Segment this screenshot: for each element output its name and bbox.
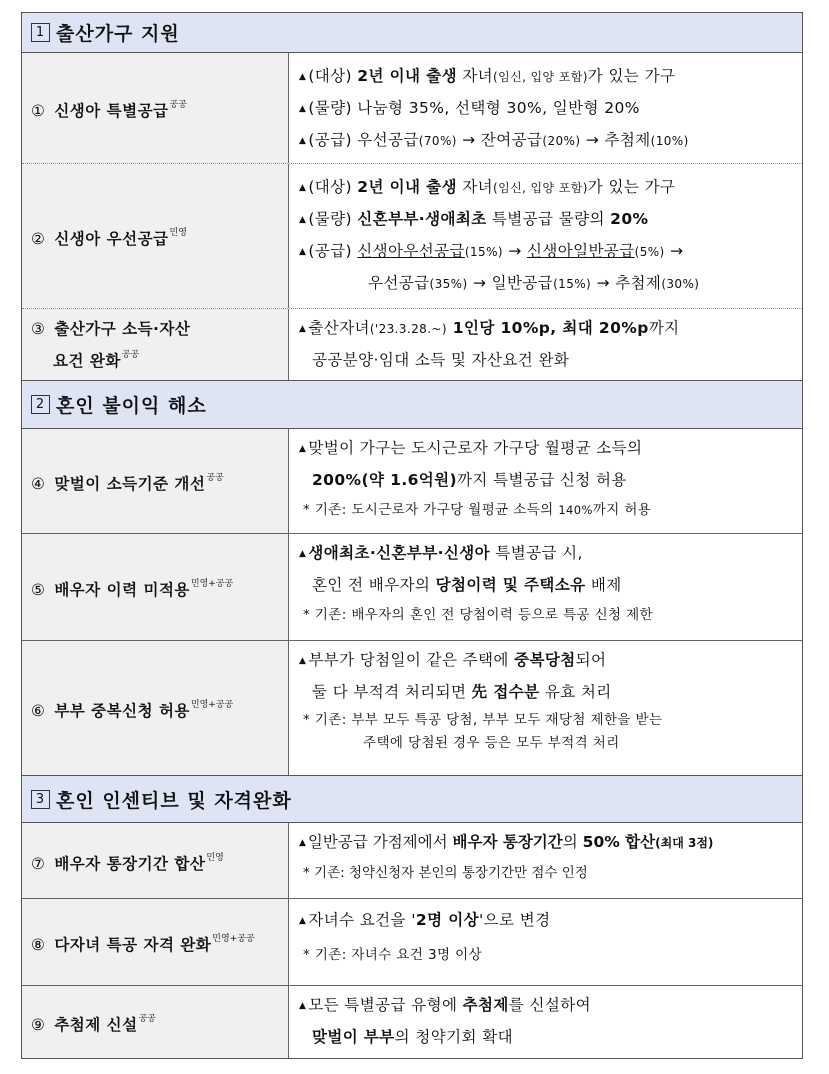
row-content: ▲ 출산자녀('23.3.28.~) 1인당 10%p, 최대 20%p까지 공공분양·임대 소득 및 자산요건 완화 bbox=[299, 319, 680, 369]
scope-tag: 민영+공공 bbox=[190, 700, 234, 710]
row-content: ▲ (대상) 2년 이내 출생 자녀(임신, 입양 포함)가 있는 가구 ▲ (물량) 신혼부부·생애최초 특별공급 물량의 20% ▲ (공급) 신생아우선공급(15%) → 신생아일반공급(5%) → 우선공급(35%) → 일반공급(15%) → 추첨제(30%) bbox=[299, 178, 700, 292]
row-title: ⑧ 다자녀 특공 자격 완화$^{민영+공공}$ bbox=[22, 899, 289, 985]
section-header-2 bbox=[22, 381, 802, 429]
row-content: ▲ 맞벌이 가구는 도시근로자 가구당 월평균 소득의 200%(약 1.6억원)까지 특별공급 신청 허용 * 기존: 도시근로자 가구당 월평균 소득의 140%까지 허용 bbox=[299, 439, 652, 518]
section-title: 혼인 불이익 해소 bbox=[56, 395, 207, 417]
triangle-bullet-icon: ▲ bbox=[299, 549, 307, 559]
section-header-3 bbox=[22, 776, 802, 823]
row-title: ⑦ 배우자 통장기간 합산$^{민영}$ bbox=[22, 823, 289, 898]
section-number-box: 2 bbox=[31, 395, 50, 414]
scope-tag: 공공 bbox=[169, 100, 187, 110]
triangle-bullet-icon: ▲ bbox=[299, 183, 307, 193]
section-header-1 bbox=[22, 13, 802, 53]
row-content: ▲ 자녀수 요건을 '2명 이상'으로 변경 * 기존: 자녀수 요건 3명 이상 bbox=[299, 911, 551, 963]
section-number-box: 1 bbox=[31, 23, 50, 42]
table-row bbox=[22, 429, 802, 534]
table-row bbox=[22, 164, 802, 309]
triangle-bullet-icon: ▲ bbox=[299, 444, 307, 454]
triangle-bullet-icon: ▲ bbox=[299, 324, 307, 334]
row-title: ⑤ 배우자 이력 미적용$^{민영+공공}$ bbox=[22, 534, 289, 640]
row-content: ▲ 부부가 당첨일이 같은 주택에 중복당첨되어 둘 다 부적격 처리되면 先 접수분 유효 처리 * 기존: 부부 모두 특공 당첨, 부부 모두 재당첨 제한을 받는 주택에 당첨된 경우 등은 모두 부적격 처리 bbox=[299, 651, 663, 751]
section-title: 출산가구 지원 bbox=[56, 23, 180, 45]
table-row bbox=[22, 641, 802, 776]
policy-table bbox=[21, 12, 803, 1059]
triangle-bullet-icon: ▲ bbox=[299, 1001, 307, 1011]
row-content: ▲ 일반공급 가점제에서 배우자 통장기간의 50% 합산(최대 3점) * 기존: 청약신청자 본인의 통장기간만 점수 인정 bbox=[299, 833, 714, 881]
row-title: ⑥ 부부 중복신청 허용$^{민영+공공}$ bbox=[22, 641, 289, 775]
triangle-bullet-icon: ▲ bbox=[299, 104, 307, 114]
row-content: ▲ (대상) 2년 이내 출생 자녀(임신, 입양 포함)가 있는 가구 ▲ (물량) 나눔형 35%, 선택형 30%, 일반형 20% ▲ (공급) 우선공급(70%) → 잔여공급(20%) → 추첨제(10%) bbox=[299, 67, 689, 149]
section-number-box: 3 bbox=[31, 790, 50, 809]
triangle-bullet-icon: ▲ bbox=[299, 247, 307, 257]
table-row bbox=[22, 986, 802, 1058]
row-content: ▲ 모든 특별공급 유형에 추첨제를 신설하여 맞벌이 부부의 청약기회 확대 bbox=[299, 996, 591, 1046]
row-title: ④ 맞벌이 소득기준 개선$^{공공}$ bbox=[22, 429, 289, 533]
scope-tag: 민영+공공 bbox=[212, 934, 255, 944]
triangle-bullet-icon: ▲ bbox=[299, 72, 307, 82]
scope-tag: 민영 bbox=[169, 228, 187, 238]
table-row bbox=[22, 309, 802, 381]
triangle-bullet-icon: ▲ bbox=[299, 136, 307, 146]
triangle-bullet-icon: ▲ bbox=[299, 656, 307, 666]
scope-tag: 공공 bbox=[138, 1014, 156, 1024]
table-row bbox=[22, 53, 802, 164]
triangle-bullet-icon: ▲ bbox=[299, 916, 307, 926]
scope-tag: 공공 bbox=[121, 349, 140, 360]
scope-tag: 민영 bbox=[206, 852, 224, 863]
triangle-bullet-icon: ▲ bbox=[299, 215, 307, 225]
row-title: ① 신생아 특별공급$^{공공}$ bbox=[22, 53, 289, 163]
section-title: 혼인 인센티브 및 자격완화 bbox=[56, 789, 292, 812]
table-row bbox=[22, 823, 802, 899]
row-title: ⑨ 추첨제 신설$^{공공}$ bbox=[22, 986, 289, 1058]
scope-tag: 공공 bbox=[206, 473, 224, 483]
row-title: ③ 출산가구 소득·자산 요건 완화$^{공공}$ bbox=[22, 309, 289, 380]
row-title: ② 신생아 우선공급$^{민영}$ bbox=[22, 164, 289, 308]
triangle-bullet-icon: ▲ bbox=[299, 838, 306, 848]
row-content: ▲ 생애최초·신혼부부·신생아 특별공급 시, 혼인 전 배우자의 당첨이력 및 주택소유 배제 * 기존: 배우자의 혼인 전 당첨이력 등으로 특공 신청 제한 bbox=[299, 544, 654, 623]
table-row bbox=[22, 534, 802, 641]
table-row bbox=[22, 899, 802, 986]
scope-tag: 민영+공공 bbox=[190, 579, 234, 589]
